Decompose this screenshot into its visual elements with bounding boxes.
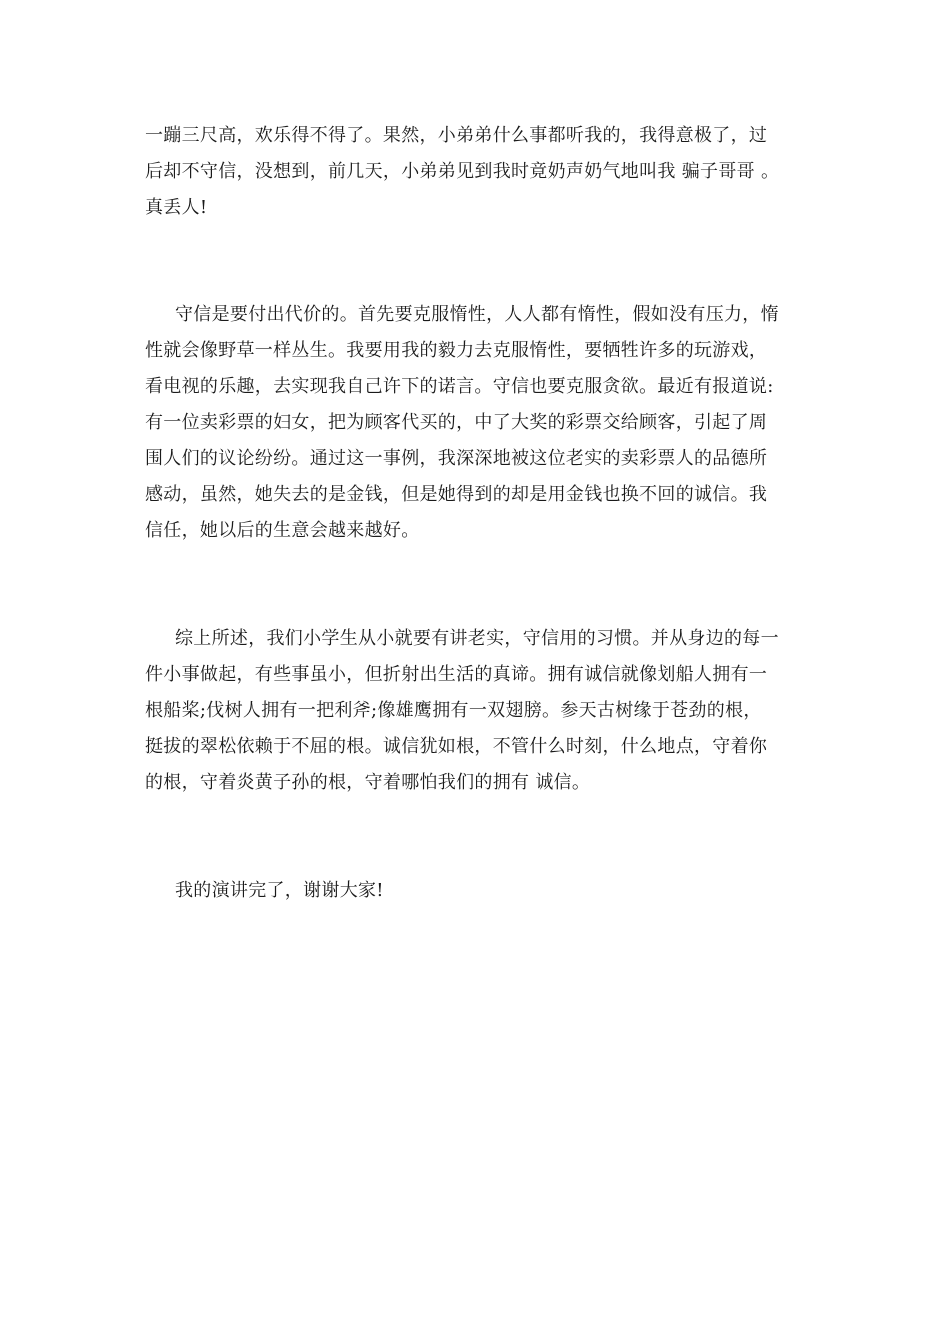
paragraph-line: 有一位卖彩票的妇女，把为顾客代买的，中了大奖的彩票交给顾客，引起了周 [145, 412, 768, 433]
paragraph-1 [145, 118, 810, 226]
paragraph-4 [145, 873, 810, 909]
paragraph-line: 围人们的议论纷纷。通过这一事例，我深深地被这位老实的卖彩票人的品德所 [145, 448, 768, 469]
paragraph-3 [145, 621, 810, 801]
paragraph-line: 根船桨;伐树人拥有一把利斧;像雄鹰拥有一双翅膀。参天古树缘于苍劲的根， [145, 700, 762, 721]
paragraph-line: 我的演讲完了，谢谢大家! [175, 880, 384, 901]
paragraph-line: 件小事做起，有些事虽小，但折射出生活的真谛。拥有诚信就像划船人拥有一 [145, 664, 768, 685]
paragraph-line: 看电视的乐趣，去实现我自己许下的诺言。守信也要克服贪欲。最近有报道说: [145, 376, 774, 397]
paragraph-line: 综上所述，我们小学生从小就要有讲老实，守信用的习惯。并从身边的每一 [175, 628, 779, 649]
paragraph-line: 的根，守着炎黄子孙的根，守着哪怕我们的拥有 诚信。 [145, 772, 591, 793]
paragraph-line: 真丢人! [145, 197, 208, 218]
paragraph-line: 一蹦三尺高，欢乐得不得了。果然，小弟弟什么事都听我的，我得意极了，过 [145, 125, 768, 146]
paragraph-line: 后却不守信，没想到，前几天，小弟弟见到我时竟奶声奶气地叫我 骗子哥哥 。 [145, 161, 780, 182]
paragraph-2 [145, 297, 810, 549]
paragraph-line: 信任，她以后的生意会越来越好。 [145, 520, 420, 541]
paragraph-line: 感动，虽然，她失去的是金钱，但是她得到的却是用金钱也换不回的诚信。我 [145, 484, 768, 505]
paragraph-line: 守信是要付出代价的。首先要克服惰性，人人都有惰性，假如没有压力，惰 [175, 304, 779, 325]
paragraph-line: 性就会像野草一样丛生。我要用我的毅力去克服惰性，要牺牲许多的玩游戏， [145, 340, 768, 361]
paragraph-line: 挺拔的翠松依赖于不屈的根。诚信犹如根，不管什么时刻，什么地点，守着你 [145, 736, 768, 757]
